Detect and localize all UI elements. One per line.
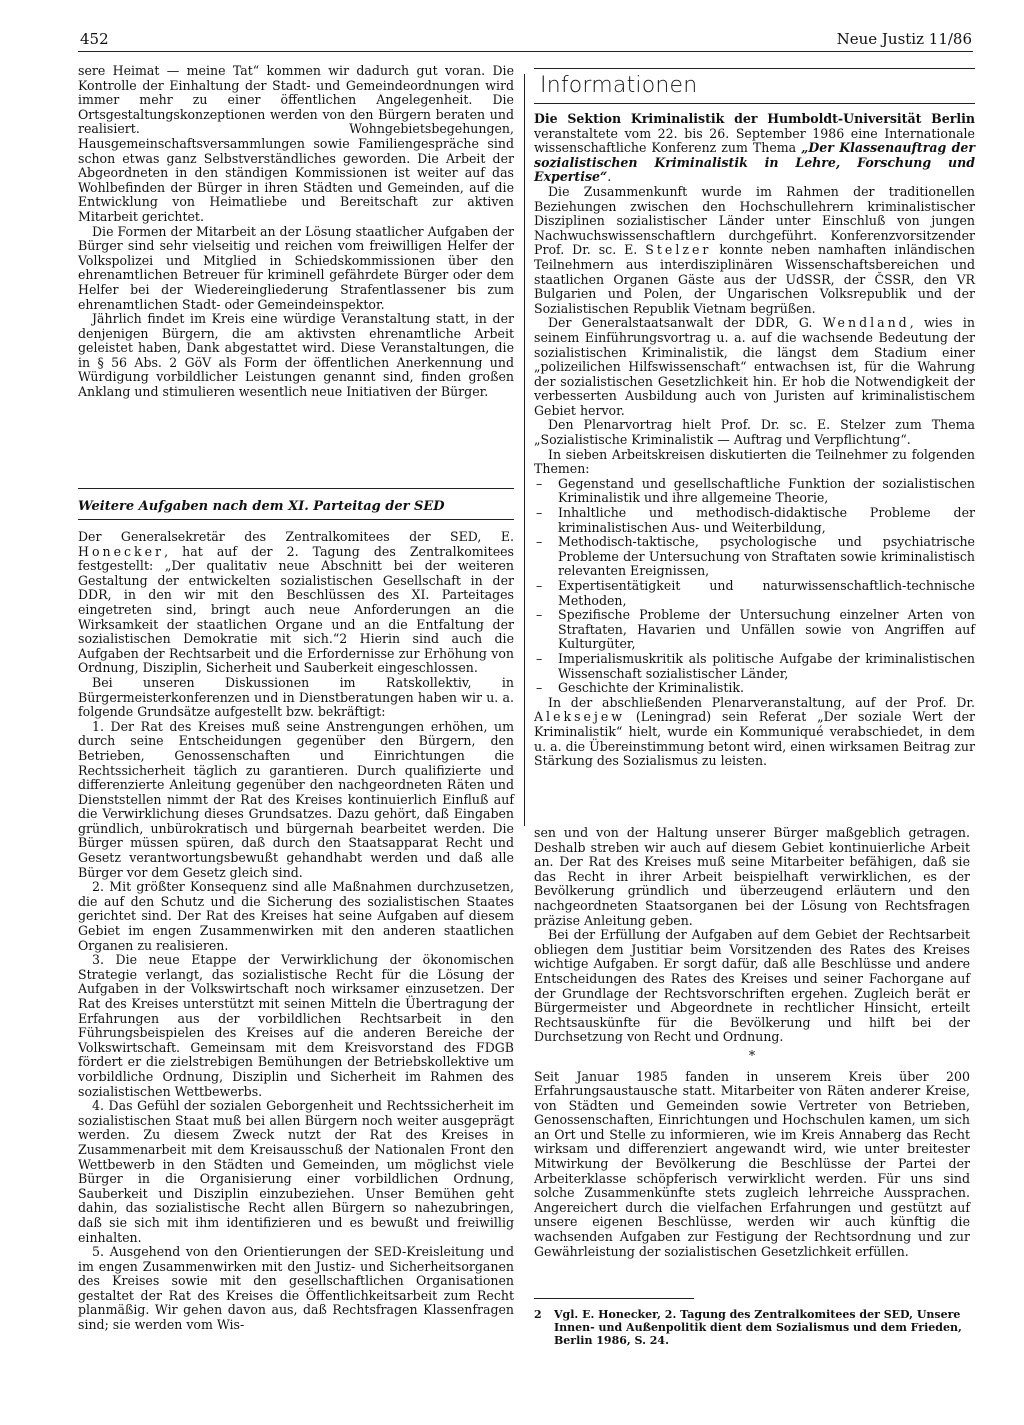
informationen-heading-box (534, 68, 975, 104)
paragraph: 5. Ausgehend von den Orientierungen der SED-Kreisleitung und im engen Zusammenwirken mit den Justiz- und Sicherheitsorganen des Kreises sowie mit den gesellschaftlichen Organisationen gestaltet der Rat des Kreises die Öffentlichkeitsarbeit zum Recht planmäßig. Wir gehen davon aus, daß Rechtsfragen Klassenfragen sind; sie werden vom Wis- (78, 1244, 514, 1333)
paragraph: Bei der Erfüllung der Aufgaben auf dem Gebiet der Rechtsarbeit obliegen dem Justitiar beim Vorsitzenden des Rates des Kreises wichtige Aufgaben. Er sorgt dafür, daß alle Beschlüsse und andere Entscheidungen des Rates des Kreises und seiner Fachorgane auf der Grundlage der Rechtsvorschriften ergehen. Zugleich berät er Bürgermeister und Abgeordnete in rechtlicher Hinsicht, erteilt Rechtsauskünfte für die Bevölkerung und hilft bei der Durchsetzung von Recht und Ordnung. (534, 927, 970, 1045)
list-item: – Geschichte der Kriminalistik. (534, 681, 975, 696)
paragraph: sere Heimat — meine Tat“ kommen wir dadurch gut voran. Die Kontrolle der Einhaltung der Stadt- und Gemeindeordnungen wird immer mehr zu einer öffentlichen Angelegenheit. Die Ortsgestaltungskonzeptionen werden von den Bürgern beraten und realisiert. Wohngebietsbegehungen, Hausgemeinschaftsversammlungen sowie Familiengespräche sind schon etwas ganz Selbstverständliches geworden. Die Arbeit der Abgeordneten in den ständigen Kommissionen ist weiter auf das Wohlbefinden der Bürger in ihren Städten und Gemeinden, auf die Entwicklung von Heimatliebe und Bereitschaft zur aktiven Mitarbeit gerichtet. (78, 63, 514, 224)
paragraph: sen und von der Haltung unserer Bürger maßgeblich getragen. Deshalb streben wir auch auf diesem Gebiet kontinuierliche Arbeit an. Der Rat des Kreises muß seine Mitarbeiter befähigen, daß sie das Recht in ihrer Arbeit beispielhaft verwirklichen, es der Bevölkerung gründlich und überzeugend erläutern und den nachgeordneten Staatsorganen bei der Lösung von Rechtsfragen präzise Anleitung geben. (534, 825, 970, 928)
list-item: – Expertisentätigkeit und naturwissenschaftlich-technische Methoden, (534, 579, 975, 608)
paragraph: In sieben Arbeitskreisen diskutierten die Teilnehmer zu folgenden Themen: (534, 446, 975, 477)
paragraph: 4. Das Gefühl der sozialen Geborgenheit und Rechtssicherheit im sozialistischen Staat muß bei allen Bürgern noch weiter ausgeprägt werden. Zu diesem Zweck nutzt der Rat des Kreises in Zusammenarbeit mit dem Kreisausschuß der Nationalen Front den Wettbewerb in den Städten und Gemeinden, um möglichst viele Bürger in die Organisierung einer vorbildlichen Ordnung, Sauberkeit und Disziplin einzubeziehen. Unser Bemühen geht dahin, das sozialistische Recht allen Bürgern so nahezubringen, daß sie sich mit ihm identifizieren und es bewußt und freiwillig einhalten. (78, 1098, 514, 1245)
section-title: Weitere Aufgaben nach dem XI. Parteitag der SED (78, 499, 445, 514)
section-heading-box (78, 488, 514, 520)
text: , wies in seinem Einführungsvortrag u. a. auf die wachsende Bedeutung der sozialistischen Kriminalistik, die längst dem Stadium einer „polizeilichen Hilfswissenschaft“ entwachsen ist, für die Wahrung der sozialistischen Gesetzlichkeit hin. Er hob die Notwendigkeit der verbesserten Ausbildung auch von Juristen auf kriminalistischem Gebiet hervor. (534, 315, 975, 418)
informationen-title: Informationen (540, 73, 698, 98)
paragraph (534, 112, 975, 185)
informationen-column (534, 112, 975, 769)
person-name: Wendland (822, 315, 910, 331)
text: Der Generalstaatsanwalt der DDR, G. (548, 315, 813, 331)
footnote (534, 1308, 970, 1347)
footnote-number: 2 (534, 1308, 542, 1321)
journal-issue: Neue Justiz 11/86 (836, 30, 972, 48)
paragraph (534, 696, 975, 769)
section-separator: * (748, 1047, 756, 1063)
text: veranstaltete vom 22. bis 26. September 1986 eine Internationale wissenschaftliche Konferenz zum Thema (534, 125, 975, 156)
text: Die Zusammenkunft wurde im Rahmen der traditionellen Beziehungen zwischen den Hochschullehrern kriminalistischer Disziplinen sozialistischer Länder unter Einschluß von jungen Nachwuchswissenschaftlern durchgeführt. Konferenzvorsitzender Prof. Dr. sc. E. (534, 183, 975, 258)
footnote-text: Vgl. E. Honecker, 2. Tagung des Zentralkomitees der SED, Unsere Innen- und Außenpolitik dient dem Sozialismus und dem Frieden, Berlin 1986, S. 24. (554, 1308, 962, 1347)
text: In der abschließenden Plenarveranstaltung, auf der Prof. Dr. (548, 694, 975, 710)
paragraph: Bei unseren Diskussionen im Ratskollektiv, in Bürgermeisterkonferenzen und in Dienstberatungen haben wir u. a. folgende Grundsätze aufgestellt bzw. bekräftigt: (78, 674, 514, 720)
paragraph: 2. Mit größter Konsequenz sind alle Maßnahmen durchzusetzen, die auf den Schutz und die Sicherung des sozialistischen Staates gerichtet sind. Der Rat des Kreises hat seine Aufgaben auf diesem Gebiet im engen Zusammenwirken mit den anderen staatlichen Organen zu realisieren. (78, 879, 514, 953)
list-item: – Methodisch-taktische, psychologische und psychiatrische Probleme der Untersuchung von Straftaten sowie kriminalistisch relevanten Ereignissen, (534, 535, 975, 579)
right-column-bottom (534, 826, 970, 1259)
text: Der Generalsekretär des Zentralkomitees der SED, E. (78, 529, 514, 544)
column-rule (524, 74, 525, 826)
left-column-top (78, 64, 514, 400)
list-item: – Gegenstand und gesellschaftliche Funktion der sozialistischen Kriminalistik und ihre allgemeine Theorie, (534, 477, 975, 506)
page-number: 452 (80, 30, 109, 48)
paragraph: 1. Der Rat des Kreises muß seine Anstrengungen erhöhen, um durch seine Entscheidungen gegenüber den Bürgern, den Betrieben, Genossenschaften und Einrichtungen die Rechtssicherheit täglich zu garantieren. Durch qualifizierte und differenzierte Anleitung gegenüber den nachgeordneten Räten und Dienststellen nimmt der Rat des Kreises kontinuierlich Einfluß auf die Verwirklichung dieses Grundsatzes. Dazu gehört, daß Eingaben gründlich, unbürokratisch und bürgernah bearbeitet werden. Die Bürger müssen spüren, daß durch den Staatsapparat Recht und Gesetz verantwortungsbewußt gehandhabt werden und daß alle Bürger vor dem Gesetz gleich sind. (78, 718, 514, 880)
paragraph: 3. Die neue Etappe der Verwirklichung der ökonomischen Strategie verlangt, das sozialistische Recht für die Lösung der Aufgaben in der Volkswirtschaft noch wirksamer einzusetzen. Der Rat des Kreises unterstützt mit seinen Mitteln die Übertragung der Erfahrungen aus der vorbildlichen Rechtsarbeit in den Führungsbeispielen des Kreises auf die anderen Bereiche der Volkswirtschaft. Gemeinsam mit dem Kreisvorstand des FDGB fördert er die zielstrebigen Bemühungen der Betriebskollektive um vorbildliche Ordnung, Disziplin und Sicherheit im Rahmen des sozialistischen Wettbewerbs. (78, 952, 514, 1099)
paragraph (78, 530, 514, 676)
text: „Der Klassenauftrag der sozialistischen Kriminalistik in Lehre, Forschung und Expertise“ (534, 140, 975, 185)
list-item: – Inhaltliche und methodisch-didaktische Probleme der kriminalistischen Aus- und Weiterbildung, (534, 506, 975, 535)
list-item: – Imperialismuskritik als politische Aufgabe der kriminalistischen Wissenschaft sozialistischer Länder, (534, 652, 975, 681)
person-name: Honecker (78, 543, 165, 559)
topic-list (534, 477, 975, 696)
paragraph: Jährlich findet im Kreis eine würdige Veranstaltung statt, in der denjenigen Bürgern, die am aktivsten ehrenamtliche Arbeit geleistet haben, Dank abgestattet wird. Diese Veranstaltungen, die in § 56 Abs. 2 GöV als Form der öffentlichen Anerkennung und Würdigung vorbildlicher Leistungen genannt sind, finden großen Anklang und stimulieren wesentlich neue Initiativen der Bürger. (78, 311, 514, 400)
text: Die Sektion Kriminalistik der Humboldt-Universität Berlin (534, 111, 975, 126)
header-rule (78, 51, 973, 52)
text: (Leningrad) sein Referat „Der soziale Wert der Kriminalistik“ hielt, wurde ein Kommuniqué verabschiedet, in dem u. a. die Übereinstimmung betont wird, einen wirksamen Beitrag zur Stärkung des Sozialismus zu leisten. (534, 709, 975, 769)
footnote-rule (534, 1298, 694, 1299)
text: , hat auf der 2. Tagung des Zentralkomitees festgestellt: „Der qualitativ neue Abschnitt bei der weiteren Gestaltung der entwickelten sozialistischen Gesellschaft in der DDR, in den wir mit den Beschlüssen des XI. Parteitages eingetreten sind, bringt auch neue Anforderungen an die Wirksamkeit der staatlichen Organe und an die Entfaltung der sozialistischen Demokratie mit sich.“2 Hierin sind auch die Aufgaben der Rechtsarbeit und die Erfordernisse zur Erhöhung von Ordnung, Disziplin, Sicherheit und Sauberkeit eingeschlossen. (78, 543, 514, 676)
paragraph: Die Formen der Mitarbeit an der Lösung staatlicher Aufgaben der Bürger sind sehr vielseitig und reichen vom freiwilligen Helfer der Volkspolizei und Mitglied in Schiedskommissionen über den ehrenamtlichen Betreuer für kriminell gefährdete Bürger oder dem Helfer bei der Wiedereingliederung Strafentlassener bis zum ehrenamtlichen Stadt- oder Gemeindeinspektor. (78, 223, 514, 312)
person-name: Alekseјew (534, 709, 626, 725)
person-name: Stelzer (645, 242, 712, 258)
list-item: – Spezifische Probleme der Untersuchung einzelner Arten von Straftaten, Havarien und Unfällen sowie von Angriffen auf Kulturgüter, (534, 608, 975, 652)
paragraph (534, 185, 975, 316)
text: konnte neben namhaften inländischen Teilnehmern aus interdisziplinären Wissenschaftsbereichen und staatlichen Organen Gäste aus der UdSSR, der ČSSR, den VR Bulgarien und Polen, der Ungarischen Volksrepublik und der Sozialistischen Republik Vietnam begrüßen. (534, 242, 975, 316)
paragraph: Seit Januar 1985 fanden in unserem Kreis über 200 Erfahrungsaustausche statt. Mitarbeiter von Räten anderer Kreise, von Städten und Gemeinden sowie Vertreter von Betrieben, Genossenschaften, Einrichtungen und Hochschulen kamen, um sich an Ort und Stelle zu informieren, wie im Kreis Annaberg das Recht wirksam und differenziert angewandt wird, wie unter breitester Mitwirkung der Bevölkerung die Beschlüsse der Partei der Arbeiterklasse schöpferisch verwirklicht werden. Für uns sind solche Zusammenkünfte stets zugleich lehrreiche Aussprachen. Angereichert durch die vielfachen Erfahrungen und gestützt auf unsere eigenen Beschlüsse, werden wir auch künftig die wachsenden Aufgaben zur Festigung der Rechtsordnung und zur Gewährleistung der sozialistischen Gesetzlichkeit erfüllen. (534, 1068, 970, 1259)
left-column-main (78, 530, 514, 1333)
paragraph (534, 316, 975, 418)
paragraph: Den Plenarvortrag hielt Prof. Dr. sc. E. Stelzer zum Thema „Sozialistische Kriminalistik — Auftrag und Verpflichtung“. (534, 417, 975, 448)
text: . (607, 169, 612, 185)
